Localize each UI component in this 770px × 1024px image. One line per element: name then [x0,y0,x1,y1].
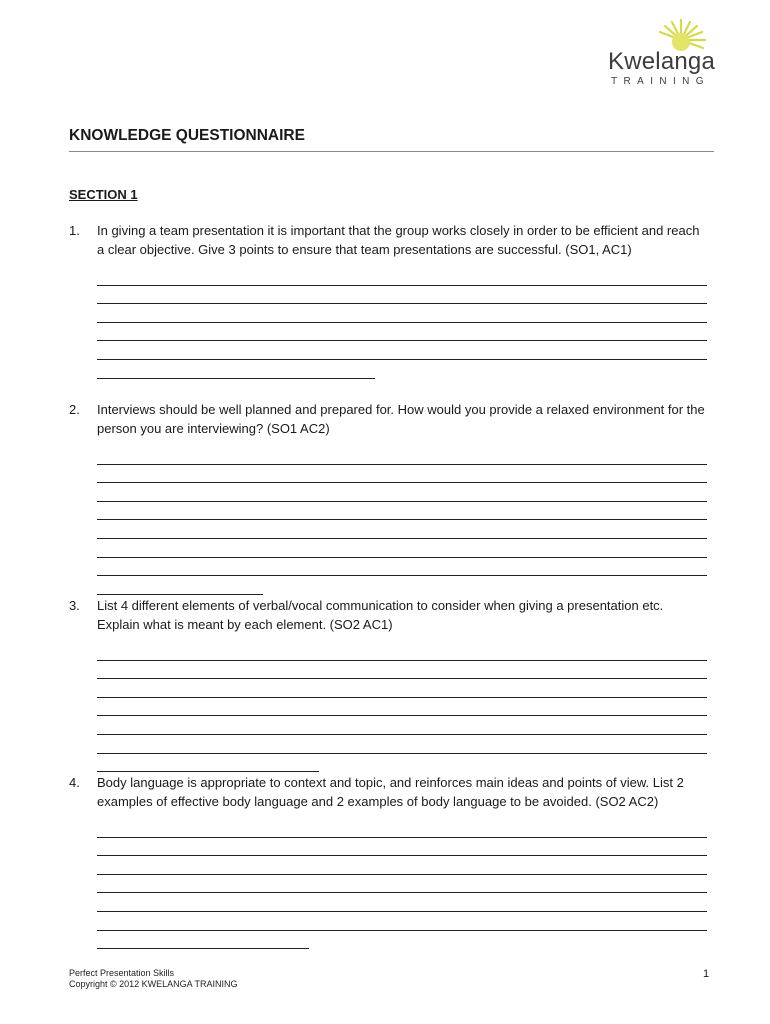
logo-tagline: TRAINING [611,76,710,87]
kwelanga-logo [600,18,720,90]
answer-line[interactable] [97,735,707,754]
section-heading: SECTION 1 [69,187,138,202]
page-title: KNOWLEDGE QUESTIONNAIRE [69,127,714,152]
answer-line[interactable] [97,286,707,305]
answer-line[interactable] [97,838,707,857]
answer-line[interactable] [97,642,707,661]
answer-line[interactable] [97,360,375,379]
answer-line[interactable] [97,679,707,698]
answer-line[interactable] [97,267,707,286]
answer-line[interactable] [97,341,707,360]
answer-line[interactable] [97,576,263,595]
question-number: 3. [69,598,80,613]
logo-name: Kwelanga [608,48,716,75]
question-3 [69,597,709,772]
answer-line[interactable] [97,875,707,894]
question-1 [69,222,709,379]
answer-area[interactable] [97,819,709,949]
footer [69,968,238,990]
answer-line[interactable] [97,304,707,323]
question-4 [69,774,709,949]
answer-line[interactable] [97,446,707,465]
question-number: 1. [69,223,80,238]
answer-line[interactable] [97,856,707,875]
answer-line[interactable] [97,502,707,521]
answer-line[interactable] [97,893,707,912]
answer-line[interactable] [97,716,707,735]
footer-copyright: Copyright © 2012 KWELANGA TRAINING [69,979,238,989]
footer-course-name: Perfect Presentation Skills [69,968,175,978]
question-2 [69,401,709,595]
question-number: 4. [69,775,80,790]
question-text: List 4 different elements of verbal/vocal communication to consider when giving a presentation etc. Explain what is meant by each element. (SO2 AC1) [97,598,664,632]
question-text: Interviews should be well planned and prepared for. How would you provide a relaxed environment for the person you are interviewing? (SO1 AC2) [97,402,705,436]
answer-line[interactable] [97,661,707,680]
question-text: Body language is appropriate to context and topic, and reinforces main ideas and points of view. List 2 examples of effective body language and 2 examples of body language to be avoided. (SO2 AC2) [97,775,684,809]
question-text: In giving a team presentation it is important that the group works closely in order to be efficient and reach a clear objective. Give 3 points to ensure that team presentations are successful. (SO1, AC1) [97,223,700,257]
answer-line[interactable] [97,539,707,558]
answer-area[interactable] [97,642,709,772]
question-number: 2. [69,402,80,417]
answer-line[interactable] [97,465,707,484]
answer-area[interactable] [97,446,709,595]
answer-line[interactable] [97,931,309,950]
answer-line[interactable] [97,483,707,502]
answer-line[interactable] [97,323,707,342]
answer-line[interactable] [97,819,707,838]
answer-line[interactable] [97,558,707,577]
answer-line[interactable] [97,912,707,931]
page-number: 1 [703,968,710,980]
answer-line[interactable] [97,520,707,539]
answer-line[interactable] [97,698,707,717]
answer-area[interactable] [97,267,709,379]
answer-line[interactable] [97,754,319,773]
